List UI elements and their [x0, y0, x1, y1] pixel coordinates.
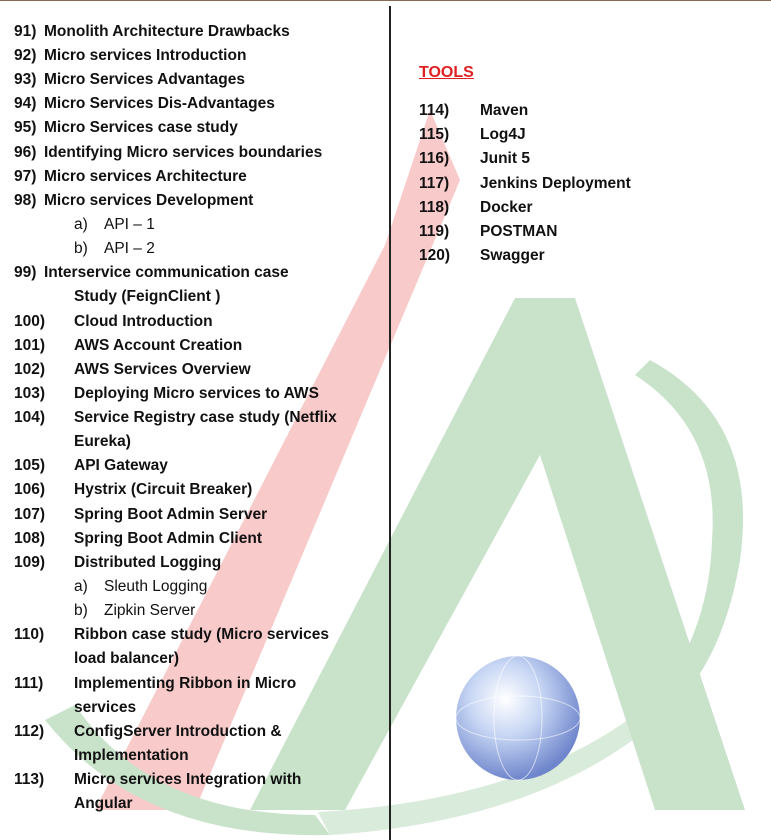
column-divider [389, 6, 391, 840]
tools-heading: TOOLS [419, 64, 474, 81]
globe-icon [456, 656, 580, 780]
